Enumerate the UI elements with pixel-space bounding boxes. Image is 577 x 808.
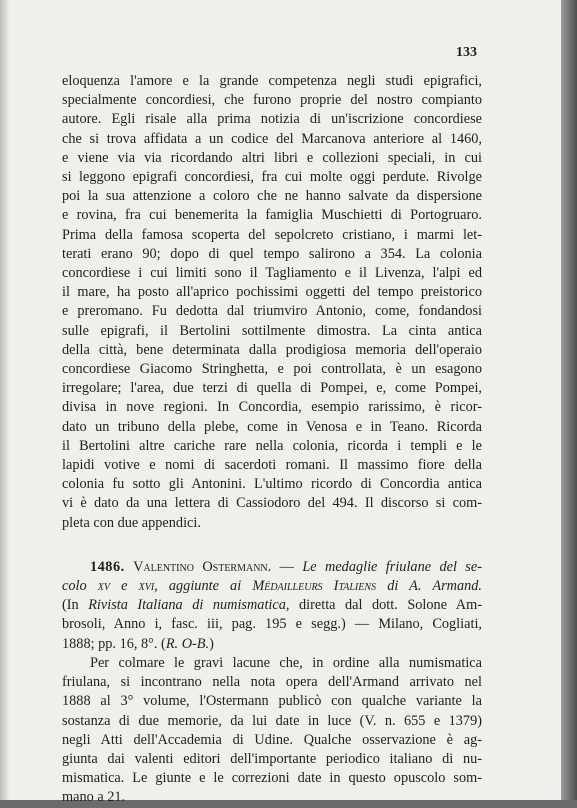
entry-source-line: brosoli, Anno i, fasc. iii, pag. 195 e segg.) — Milano, Cogliati, bbox=[62, 615, 482, 634]
entry-title-line bbox=[62, 577, 482, 596]
text-line: concordiese i cui limiti sono il Tagliamento e il Livenza, l'alpi ed bbox=[62, 264, 482, 283]
text-line: poi la sua attenzione a coloro che ne hanno salvate da dispersione bbox=[62, 187, 482, 206]
entry-title-part: e bbox=[121, 578, 127, 594]
text-line: il mare, ha posto all'aprico pochissimi oggetti del tempo preistorico bbox=[62, 283, 482, 302]
text-line: mano a 21. bbox=[62, 788, 482, 807]
entry-text: 1888; pp. 16, 8°. ( bbox=[62, 636, 166, 652]
text-line: lapidi votive e nomi di sacerdoti romani. Il massimo fiore della bbox=[62, 456, 482, 475]
entry-title-part: colo bbox=[62, 578, 87, 594]
text-line: Prima della famosa scoperta del sepolcreto cristiano, i marmi let- bbox=[62, 226, 482, 245]
text-line: autore. Egli risale alla prima notizia di un'iscrizione concordiese bbox=[62, 110, 482, 129]
entry-initials: R. O-B. bbox=[166, 636, 209, 652]
text-line: colonia fu sotto gli Antonini. L'ultimo ricordo di Concordia antica bbox=[62, 475, 482, 494]
text-line: e preromano. Fu dedotta dal triumviro Antonio, come, fondandosi bbox=[62, 302, 482, 321]
page-text bbox=[62, 72, 482, 808]
entry-number: 1486. bbox=[90, 559, 125, 575]
paragraph-2 bbox=[62, 654, 482, 808]
text-line: e viene via via ricordando altri libri e collezioni speciali, in cui bbox=[62, 149, 482, 168]
entry-title: Le medaglie friulane del se- bbox=[302, 559, 482, 575]
entry-source-line bbox=[62, 596, 482, 615]
text-line: concordiese Giacomo Stringhetta, e poi controllata, è un esagono bbox=[62, 360, 482, 379]
text-line: sostanza di due memorie, da lui date in luce (V. n. 655 e 1379) bbox=[62, 712, 482, 731]
entry-dash: — bbox=[280, 559, 294, 575]
bibliography-entry bbox=[62, 558, 482, 654]
text-line: irregolare; l'area, due terzi di quella di Pompei, e, come Pompei, bbox=[62, 379, 482, 398]
entry-text: ) bbox=[209, 636, 214, 652]
text-line: terati erano 90; dopo di quel tempo salirono a 354. La colonia bbox=[62, 245, 482, 264]
page-number: 133 bbox=[456, 45, 477, 61]
text-line: pleta con due appendici. bbox=[62, 514, 482, 533]
entry-title-part: xvi bbox=[139, 578, 155, 594]
journal-title: Rivista Italiana di numismatica bbox=[88, 597, 286, 613]
text-line: eloquenza l'amore e la grande competenza negli studi epigrafici, bbox=[62, 72, 482, 91]
text-line: dato un tribuno della plebe, come in Venosa e in Teano. Ricorda bbox=[62, 418, 482, 437]
page-spine-shadow bbox=[0, 0, 10, 800]
page-edge-shadow bbox=[561, 0, 577, 800]
entry-source-line bbox=[62, 635, 482, 654]
text-line: negli Atti dell'Accademia di Udine. Qualche osservazione è ag- bbox=[62, 731, 482, 750]
entry-title-part: Médailleurs Italiens bbox=[252, 578, 376, 594]
text-line: divisa in nove regioni. In Concordia, esempio rarissimo, è ricor- bbox=[62, 398, 482, 417]
entry-author: Valentino Ostermann. bbox=[133, 559, 271, 575]
text-line: 1888 al 3° volume, l'Ostermann publicò con qualche variante la bbox=[62, 692, 482, 711]
entry-text: , diretta dal dott. Solone Am- bbox=[286, 597, 482, 613]
text-line: vi è dato da una lettera di Cassiodoro del 494. Il discorso si com- bbox=[62, 494, 482, 513]
entry-title-part: , aggiunte ai bbox=[154, 578, 241, 594]
entry-title-part: xv bbox=[98, 578, 110, 594]
entry-heading-line bbox=[62, 558, 482, 577]
text-line: si leggono epigrafi concordiesi, fra cui molte oggi perdute. Rivolge bbox=[62, 168, 482, 187]
text-line: Per colmare le gravi lacune che, in ordine alla numismatica bbox=[62, 654, 482, 673]
text-line: specialmente concordiesi, che furono proprie del nostro compianto bbox=[62, 91, 482, 110]
text-line: giunta dai valenti editori dell'importante periodico italiano di nu- bbox=[62, 750, 482, 769]
entry-title-part: di A. Armand. bbox=[387, 578, 482, 594]
text-line: che si trova affidata a un codice del Marcanova anteriore al 1460, bbox=[62, 130, 482, 149]
text-line: mismatica. Le giunte e le correzioni date in questo opuscolo som- bbox=[62, 769, 482, 788]
text-line: il Bertolini altre cariche rare nella colonia, ricorda i templi e le bbox=[62, 437, 482, 456]
text-line: e rovina, fra cui benemerita la famiglia Muschietti di Portogruaro. bbox=[62, 206, 482, 225]
text-line: sulle epigrafi, il Bertolini sottilmente dimostra. La cinta antica bbox=[62, 322, 482, 341]
text-line: friulana, si incontrano nella nota opera dell'Armand arrivato nel bbox=[62, 673, 482, 692]
entry-text: (In bbox=[62, 597, 79, 613]
text-line: della città, bene determinata dalla prodigiosa memoria dell'operaio bbox=[62, 341, 482, 360]
paragraph-1 bbox=[62, 72, 482, 533]
